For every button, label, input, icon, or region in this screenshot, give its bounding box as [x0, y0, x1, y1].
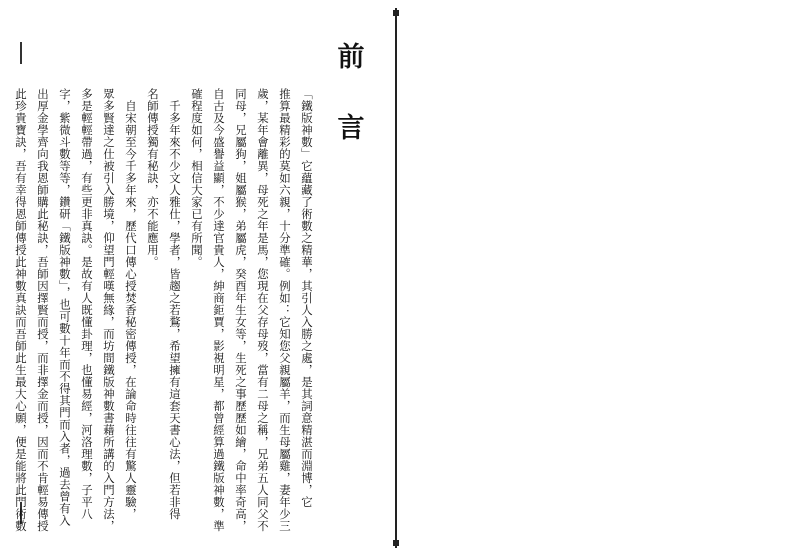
spine-mark-bottom [393, 540, 399, 546]
title-char-1: 前 [337, 42, 365, 73]
text-column-10: 眾多賢達之仕被引入勝境，仰望門輕嘆無緣，而坊間鐵版神數書藉所講的入門方法， [102, 88, 116, 532]
text-column-1: 「鐵版神數」它蘊藏了術數之精華，其引人入勝之處，是其詞意精湛而淵博，它 [300, 88, 314, 508]
text-column-4: 同母，兄屬狗，姐屬猴，弟屬虎，癸酉年生女等，生死之事歷歷如繪，命中率奇高， [234, 88, 248, 532]
left-edge-mark-top [20, 42, 22, 64]
text-column-14: 此珍貴寶訣，吾有幸得恩師傳授此神數真訣而吾師此生最大心願，便是能將此門術數 [14, 88, 28, 532]
text-column-9: 自宋朝至今千多年來，歷代口傳心授焚香秘密傳授，在論命時往往有驚人靈驗， [124, 100, 138, 520]
text-column-5: 自古及今盛譽益顯，不少達官貴人，紳商鉅賈，影視明星，都曾經算過鐵版神數，準 [212, 88, 226, 532]
page-title [328, 44, 374, 142]
text-column-13: 出厚金學齊向我恩師購此秘訣，吾師因擇賢而授，而非擇金而授，因而不肯輕易傳授 [36, 88, 50, 532]
spine-mark-top [393, 10, 399, 16]
text-column-12: 字，紫微斗數等等，鑽研「鐵版神數」，也可數十年而不得其門而入者，過去曾有入 [58, 88, 72, 527]
text-column-6: 確程度如何，相信大家已有所聞。 [190, 88, 204, 268]
text-column-2: 推算最精彩的莫如六親，十分準確。例如：它知您父親屬羊，而生母屬雞，妻年少三 [278, 88, 292, 532]
page-spine [395, 8, 397, 548]
text-column-11: 多是輕輕帶過，有些更非真訣。是故有人既懂卦理，也懂易經，河洛理數，子平八 [80, 88, 94, 520]
text-column-8: 名師傳授獨有秘訣，亦不能應用。 [146, 88, 160, 268]
text-column-7: 千多年來不少文人雅仕，學者，皆趨之若鶩，希望擁有這套天書心法，但若非得 [168, 100, 182, 520]
title-char-2: 言 [337, 113, 365, 144]
text-column-3: 歲，某年會離異，母死之年是馬，您現在父存母歿，當有二母之稱，兄弟五人同父不 [256, 88, 270, 532]
